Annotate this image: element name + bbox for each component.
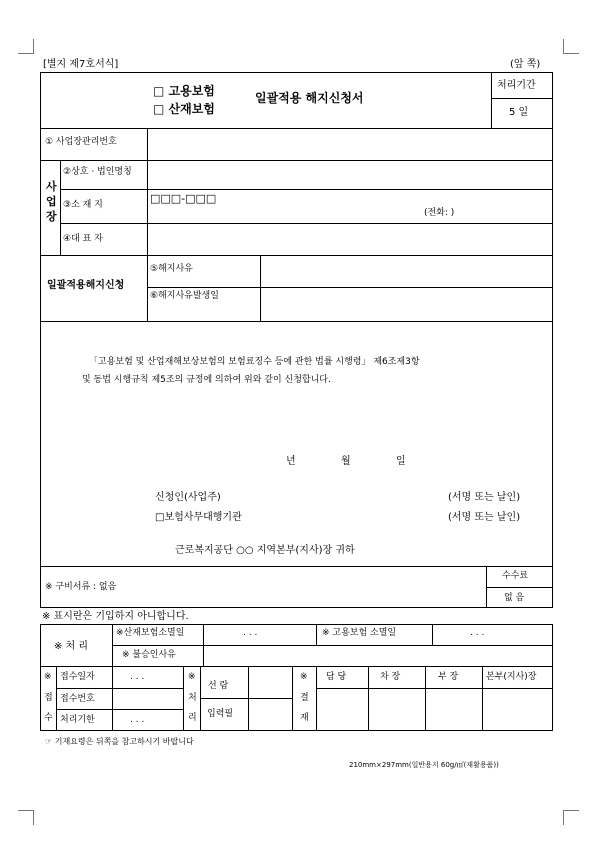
option-employment-insurance[interactable]: □ 고용보험 <box>153 84 215 98</box>
deadline-label: 처리기한 <box>60 715 95 725</box>
agent-signature[interactable]: (서명 또는 날인) <box>448 512 521 523</box>
receipt-side-3: 수 <box>44 713 53 723</box>
approval-signature-area[interactable] <box>317 689 552 730</box>
instruction-note: ☞ 기재요령은 뒤쪽을 참고하시기 바랍니다 <box>45 737 194 746</box>
crop-mark <box>33 810 34 825</box>
workplace-side-label-1: 사 <box>46 180 57 193</box>
processing-period-value: 5 일 <box>509 107 529 118</box>
agent-label[interactable]: □보험사무대행기관 <box>155 512 242 523</box>
processing-label: ※ 처 리 <box>54 641 89 652</box>
handling-side-1: ※ <box>188 672 196 682</box>
approval-side-3: 재 <box>300 713 309 723</box>
termination-application-label: 일괄적용해지신청 <box>47 280 125 291</box>
crop-mark <box>564 53 579 54</box>
crop-mark <box>564 810 579 811</box>
review-label: 선 람 <box>208 681 229 691</box>
required-documents: ※ 구비서류 : 없음 <box>45 582 117 592</box>
statement-line-2: 및 동법 시행규칙 제5조의 규정에 의하여 위와 같이 신청합니다. <box>82 375 331 385</box>
crop-mark <box>33 39 34 54</box>
approver-manager: 부 장 <box>438 672 459 682</box>
form-number: [별지 제7호서식] <box>43 59 119 70</box>
phone-field[interactable]: (전화: ) <box>424 208 455 218</box>
date-day: 일 <box>396 456 406 467</box>
addressee: 근로복지공단 ○○ 지역본부(지사)장 귀하 <box>175 545 355 556</box>
termination-reason-label: ⑤해지사유 <box>150 264 193 274</box>
receipt-date-value[interactable]: . . . <box>130 672 145 682</box>
approval-side-2: 결 <box>300 693 309 703</box>
receipt-number-label: 접수번호 <box>60 694 95 704</box>
employment-extinction-label: ※ 고용보험 소멸일 <box>322 628 397 638</box>
industrial-extinction-date[interactable]: . . . <box>243 628 258 638</box>
industrial-extinction-label: ※산재보험소멸일 <box>116 628 185 638</box>
business-name-label: ②상호 · 법인명칭 <box>63 167 132 177</box>
paper-spec: 210mm×297mm(일반용지 60g/㎡(재활용품)) <box>349 761 499 769</box>
receipt-side-2: 접 <box>44 693 53 703</box>
statement-line-1: 「고용보험 및 산업재해보상보험의 보험료징수 등에 관한 법률 시행령」 제6조제3항 <box>89 357 420 367</box>
crop-mark <box>563 810 564 825</box>
deadline-value[interactable]: . . . <box>130 715 145 725</box>
receipt-side-1: ※ <box>44 672 52 682</box>
mgmt-number-label: ① 사업장관리번호 <box>45 137 117 147</box>
approval-side-1: ※ <box>300 672 308 682</box>
processing-period-label: 처리기간 <box>497 80 536 91</box>
disapproval-reason-label: ※ 불승인사유 <box>122 650 176 660</box>
handling-side-3: 리 <box>188 713 197 723</box>
option-industrial-insurance[interactable]: □ 산재보험 <box>153 102 215 116</box>
termination-date-field[interactable] <box>261 288 552 320</box>
approver-branch-head: 본부(지사)장 <box>486 672 537 682</box>
termination-reason-field[interactable] <box>261 256 552 286</box>
workplace-side-label-3: 장 <box>46 210 57 223</box>
termination-date-label: ⑥해지사유발생일 <box>150 291 219 301</box>
handling-side-2: 처 <box>188 693 197 703</box>
crop-mark <box>18 53 33 54</box>
fee-value: 없 음 <box>504 593 525 603</box>
input-label: 입력필 <box>207 709 234 719</box>
receipt-date-label: 접수일자 <box>60 672 95 682</box>
workplace-side-label-2: 업 <box>46 195 57 208</box>
postal-code-boxes[interactable]: □□□-□□□ <box>150 192 217 205</box>
address-label: ③소 재 지 <box>63 200 103 210</box>
representative-label: ④대 표 자 <box>63 234 103 244</box>
fee-label: 수수료 <box>502 571 529 581</box>
disapproval-reason-field[interactable] <box>204 646 552 666</box>
form-title: 일괄적용 해지신청서 <box>255 91 364 105</box>
business-name-field[interactable] <box>148 161 552 189</box>
approver-deputy: 차 장 <box>380 672 401 682</box>
office-use-notice: ※ 표시란은 기입하지 아니합니다. <box>42 611 189 622</box>
applicant-signature[interactable]: (서명 또는 날인) <box>448 492 521 503</box>
crop-mark <box>18 810 33 811</box>
representative-field[interactable] <box>148 224 552 254</box>
crop-mark <box>563 39 564 54</box>
applicant-label: 신청인(사업주) <box>155 492 221 503</box>
employment-extinction-date[interactable]: . . . <box>470 628 485 638</box>
page-side: (앞 쪽) <box>510 59 541 70</box>
date-month: 월 <box>341 456 351 467</box>
approver-staff: 담 당 <box>326 672 347 682</box>
mgmt-number-field[interactable] <box>148 129 552 159</box>
date-year: 년 <box>286 456 296 467</box>
